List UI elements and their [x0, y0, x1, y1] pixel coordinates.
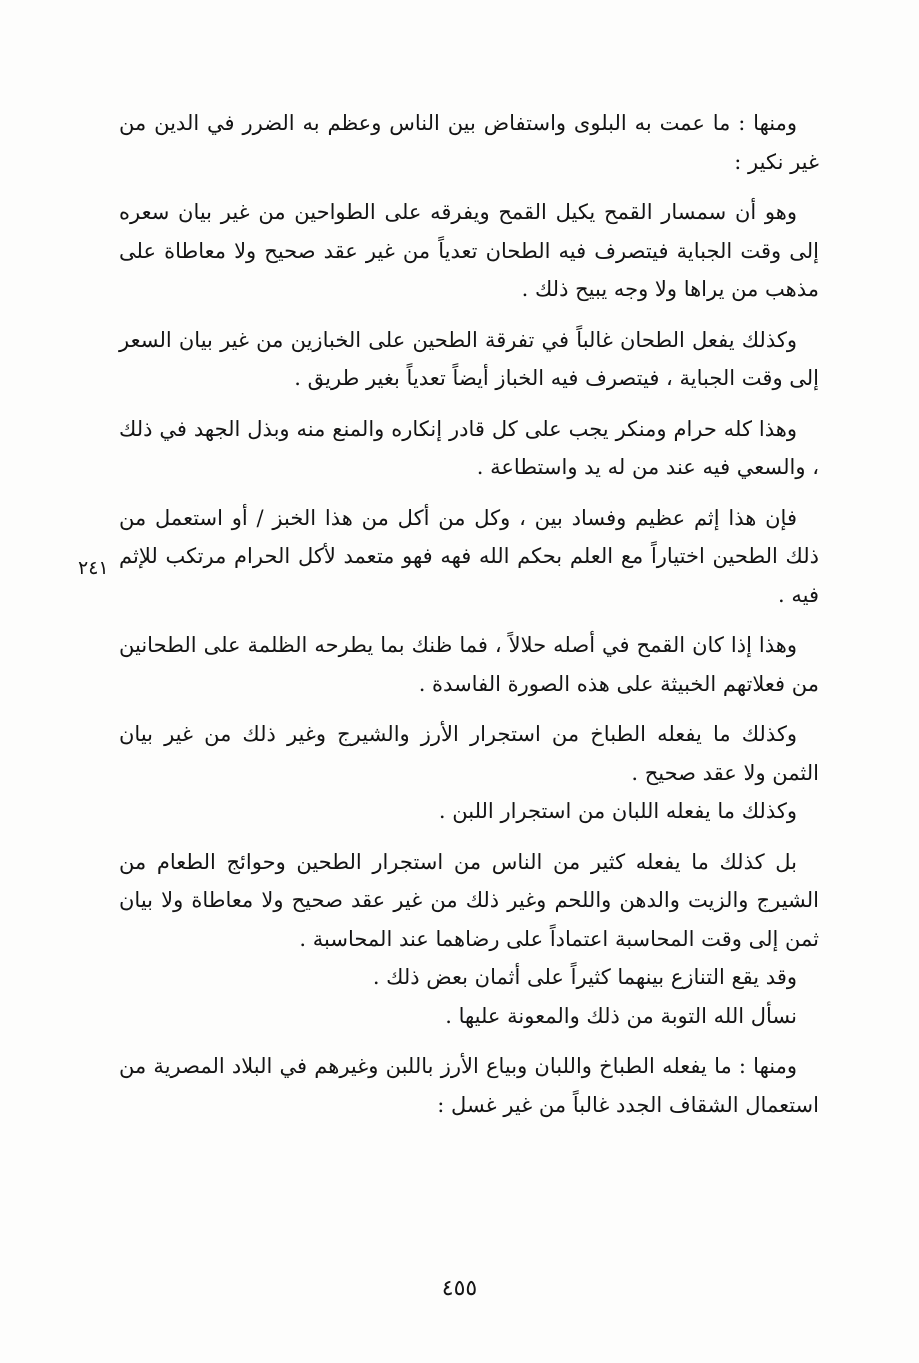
paragraph-12: ومنها : ما يفعله الطباخ واللبان وبياع الأرز باللبن وغيرهم في البلاد المصرية من استعمال الشقاف الجدد غالباً من غير غسل :	[119, 1054, 819, 1117]
body-text	[119, 104, 819, 1136]
paragraph-9: بل كذلك ما يفعله كثير من الناس من استجرار الطحين وحوائج الطعام من الشيرج والزيت والدهن واللحم وغير ذلك من غير عقد صحيح ولا معاطاة ولا بيان ثمن إلى وقت المحاسبة اعتماداً على رضاهما عند المحاسبة .	[119, 849, 819, 951]
paragraph-8: وكذلك ما يفعله اللبان من استجرار اللبن .	[438, 799, 797, 823]
paragraph-5: فإن هذا إثم عظيم وفساد بين ، وكل من أكل من هذا الخبز / أو استعمل من ذلك الطحين اختياراً مع العلم بحكم الله فهه فهو متعمد لأكل الحرام مرتكب للإثم فيه .	[119, 505, 819, 607]
paragraph-1: ومنها : ما عمت به البلوى واستفاض بين الناس وعظم به الضرر في الدين من غير نكير :	[119, 111, 819, 174]
paragraph-6: وهذا إذا كان القمح في أصله حلالاً ، فما ظنك بما يطرحه الظلمة على الطحانين من فعلاتهم الخبيثة على هذه الصورة الفاسدة .	[119, 633, 819, 696]
paragraph-3: وكذلك يفعل الطحان غالباً في تفرقة الطحين على الخبازين من غير بيان السعر إلى وقت الجباية ، فيتصرف فيه الخباز أيضاً تعدياً بغير طريق .	[119, 327, 819, 390]
paragraph-2: وهو أن سمسار القمح يكيل القمح ويفرقه على الطواحين من غير بيان سعره إلى وقت الجباية فيتصرف فيه الطحان تعدياً من غير عقد صحيح ولا معاطاة على مذهب من يراها ولا وجه يبيح ذلك .	[119, 200, 819, 301]
paragraph-11: نسأل الله التوبة من ذلك والمعونة عليها .	[445, 1003, 797, 1028]
page-number: ٤٥٥	[441, 1276, 478, 1301]
paragraph-7: وكذلك ما يفعله الطباخ من استجرار الأرز والشيرج وغير ذلك من غير بيان الثمن ولا عقد صحيح .	[119, 722, 819, 785]
paragraph-4: وهذا كله حرام ومنكر يجب على كل قادر إنكاره والمنع منه وبذل الجهد في ذلك ، والسعي فيه عند من له يد واستطاعة .	[119, 416, 819, 479]
manuscript-folio-number: ٢٤١	[78, 557, 109, 579]
paragraph-10: وقد يقع التنازع بينهما كثيراً على أثمان بعض ذلك .	[372, 965, 797, 989]
